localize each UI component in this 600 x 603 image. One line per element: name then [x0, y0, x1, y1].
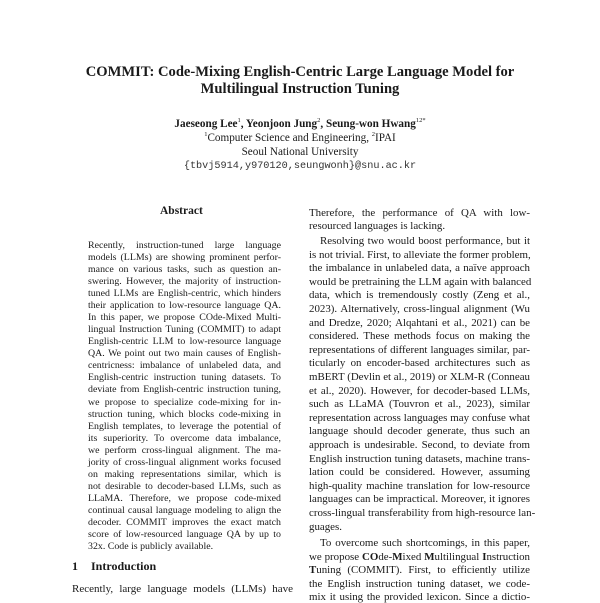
body-text-line [309, 249, 530, 261]
body-text-line [309, 578, 530, 590]
paper-title-line-2: Multilingual Instruction Tuning [200, 81, 400, 97]
text-segment: uning (COMMIT). First, to efficiently utilize [316, 564, 530, 577]
body-text-line [309, 344, 530, 356]
text-segment: resourced languages is lacking. [309, 219, 446, 232]
affiliation [0, 132, 600, 144]
bold-text: T [309, 564, 317, 577]
bold-text: I [482, 550, 487, 563]
author-name: Jaeseong Lee [174, 118, 238, 130]
text-segment: ticularly on encoder-based architectures such as [309, 357, 530, 370]
paper-title-line-1: COMMIT: Code-Mixing English-Centric Large Language Model for [85, 64, 515, 80]
body-text-line [320, 235, 530, 247]
body-text-line [309, 412, 530, 424]
text-segment: representations of different languages similar, par- [309, 343, 530, 356]
abstract-text-line: score of low-resourced language QA by up to [88, 528, 281, 540]
body-text-line [309, 439, 530, 451]
author-list [0, 118, 600, 130]
body-text-line [309, 317, 530, 329]
abstract-text-line: QA. We point out two main causes of English- [88, 348, 281, 360]
abstract-text-line: their application to low-resource language QA. [88, 300, 281, 312]
abstract-text-line: 32x. Code is publicly available. [88, 541, 214, 552]
abstract-text-line: English templates, to leverage the potential of [88, 420, 281, 432]
text-segment: languages can be impractical. Moreover, it ignores [309, 493, 530, 506]
text-segment: mix it using the provided lexicon. Since a dictio- [309, 591, 530, 603]
author-emails: {tbvj5914,y970120,seungwonh}@snu.ac.kr [183, 161, 417, 172]
text-segment: and Dredze, 2020; Alqahtani et al., 2021) can be [309, 316, 530, 329]
abstract-text-line: we perform cross-lingual alignment. The ma- [88, 444, 281, 456]
text-segment: data, which is tremendously costly (Zeng et al., [309, 289, 530, 302]
text-segment: ultilingual [434, 550, 483, 563]
abstract-text-line: we propose to specialize code-mixing for in- [88, 396, 281, 408]
text-segment: the English instruction tuning dataset, we code- [309, 577, 530, 590]
author-affil-mark: 12* [415, 117, 426, 124]
text-segment: cross-lingual transferability from high-resource lan- [309, 507, 536, 519]
abstract-text-line: English-centric LLM to low-resource language [88, 336, 281, 348]
text-segment: ixed [402, 550, 425, 563]
text-segment: considered. These methods focus on making the [309, 330, 530, 343]
abstract-text-line: on making representations similar, which is [88, 468, 281, 480]
text-segment: such as LLaMA (Touvron et al., 2023), similar [309, 398, 530, 411]
abstract-text-line: mance on various tasks, such as question an- [88, 264, 281, 276]
body-text-line [309, 480, 530, 492]
abstract-text-line: not desirable to decoder-based LLMs, such as [88, 480, 281, 492]
body-text-line [309, 289, 530, 301]
body-text-line [309, 551, 530, 563]
text-segment: lation could be considered. However, assuming [309, 466, 530, 479]
abstract-text-line: models (LLMs) are showing prominent perfor- [88, 252, 281, 264]
abstract-text-line: LLaMA. Therefore, we propose code-mixed [88, 492, 281, 504]
text-segment: language should decoder generate, thus such an [309, 425, 530, 438]
body-text-line [309, 207, 530, 219]
affil-text: IPAI [375, 132, 396, 144]
abstract-text-line: continual causal language modeling to align the [88, 504, 281, 516]
body-text-line [309, 466, 530, 478]
body-text-line [309, 521, 530, 533]
body-text-line [309, 330, 530, 342]
text-segment: approach is undesirable. Second, to deviate from [309, 439, 530, 451]
text-segment: et al., 2020). However, for decoder-based LLMs, [309, 384, 530, 397]
abstract-text-line: centricness: imbalance of unlabeled data, and [88, 360, 281, 372]
text-segment: English instruction tuning datasets, machine trans- [309, 452, 530, 465]
body-text-line [309, 398, 530, 410]
bold-text: M [424, 550, 435, 563]
body-text-line [309, 220, 530, 232]
author-affil-mark: 1 [237, 117, 241, 124]
text-segment: is not trivial. First, to alleviate the former problem, [309, 248, 531, 261]
text-segment: we propose [309, 550, 363, 563]
body-text-line [320, 537, 530, 549]
body-text-line [309, 276, 530, 288]
abstract-text-line: English-centric instruction tuning datasets. To [88, 372, 281, 384]
abstract-text-line: Recently, instruction-tuned large language [88, 240, 281, 251]
section-heading-introduction: Introduction [91, 559, 157, 573]
abstract-text-line: deviate from English-centric instruction tuning, [88, 384, 281, 396]
text-segment: high-quality machine translation for low-resource [309, 479, 530, 492]
body-text-line [309, 507, 536, 519]
body-text-line [309, 453, 530, 465]
abstract-text-line: In this paper, we propose COde-Mixed Multi- [88, 312, 281, 324]
abstract-text-line: jority of cross-lingual alignment works focused [88, 456, 281, 468]
intro-text-line: Recently, large language models (LLMs) have [72, 583, 293, 595]
body-text-line [309, 591, 530, 603]
text-segment: guages. [309, 520, 342, 533]
text-segment: would be pretraining the LLM again with balanced [309, 275, 532, 288]
text-segment: representation across languages may confuse what [309, 411, 530, 424]
author-affil-mark: 2 [317, 117, 321, 124]
text-segment: mBERT (Devlin et al., 2019) or XLM-R (Conneau [309, 371, 530, 383]
bold-text: M [392, 550, 403, 563]
text-segment: Resolving two would boost performance, but it [320, 235, 530, 247]
body-text-line [309, 425, 530, 437]
body-text-line [309, 303, 530, 315]
body-text-line [309, 371, 530, 383]
abstract-text-line: lingual Instruction Tuning (COMMIT) to adapt [88, 324, 281, 336]
abstract-text-line: swering. However, the majority of instruction- [88, 276, 281, 288]
abstract-text-line: struction tuning, which blocks code-mixing in [88, 408, 281, 420]
author-name: , Seung-won Hwang [320, 118, 416, 130]
text-segment: 2023). Alternatively, cross-lingual alignment (Wu [309, 303, 530, 315]
text-segment: To overcome such shortcomings, in this paper, [320, 537, 530, 549]
affil-mark: 2 [371, 131, 376, 138]
text-segment: nstruction [486, 550, 530, 563]
text-segment: the imbalance in unlabeled data, a naïve approach [309, 262, 530, 275]
body-text-line [309, 385, 530, 397]
abstract-text-line: decoder. COMMIT improves the exact match [88, 516, 281, 528]
affil-text: Computer Science and Engineering, [207, 132, 372, 144]
body-text-line [309, 262, 530, 274]
abstract-heading: Abstract [160, 205, 203, 217]
abstract-text-line: its superiority. To overcome data imbalance, [88, 432, 281, 444]
abstract-text-line: tuned LLMs are English-centric, which hinders [88, 288, 281, 300]
body-text-line [309, 357, 530, 369]
affil-mark: 1 [204, 131, 208, 138]
author-name: , Yeonjoon Jung [240, 118, 318, 130]
text-segment: de- [378, 550, 393, 563]
text-segment: Therefore, the performance of QA with low- [309, 207, 530, 219]
university: Seoul National University [241, 146, 359, 158]
body-text-line [309, 564, 530, 576]
body-text-line [309, 493, 530, 505]
section-number: 1 [72, 559, 78, 573]
bold-text: CO [362, 550, 379, 563]
